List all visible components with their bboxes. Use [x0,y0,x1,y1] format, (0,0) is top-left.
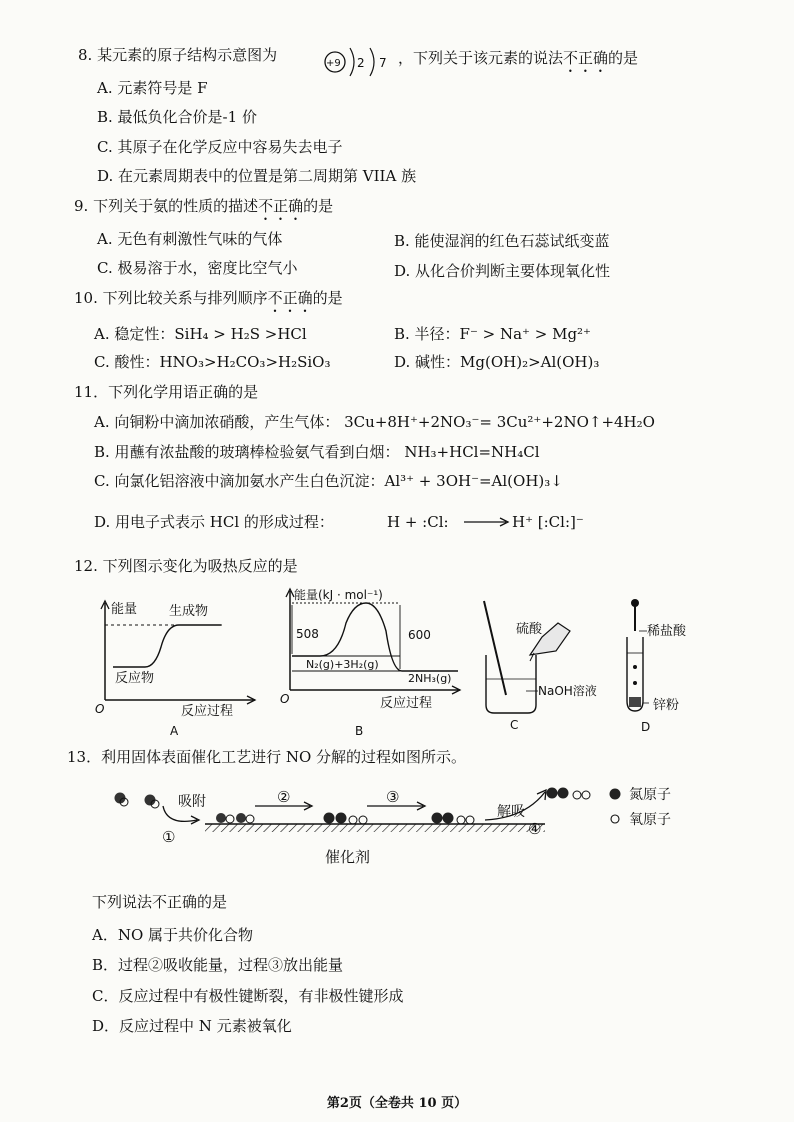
q13-option-a: A．NO 属于共价化合物 [92,926,254,944]
q9-stem-c: 的是 [303,197,334,215]
fig-a-reactant: 反应物 [115,671,155,686]
step-1-label: ① [162,828,176,846]
figure-b-energy-diagram [280,583,470,740]
figure-a-energy-diagram [95,595,265,740]
arrow-icon [462,514,512,530]
q8-emph: 不正确 [563,49,609,67]
fig-b-tag: B [355,724,364,738]
q10-option-c: C. 酸性：HNO₃>H₂CO₃>H₂SiO₃ [94,353,331,371]
fig-b-reactant: N₂(g)+3H₂(g) [306,658,379,671]
fig-a-origin: O [95,702,105,716]
legend-n-icon [610,789,621,800]
q8-stem [78,45,277,65]
fig-b-origin: O [280,692,290,706]
atom-shell2: 7 [379,56,387,70]
q9-stem [74,196,333,224]
fig-d-tag: D [641,720,651,734]
fig-d-acid: 稀盐酸 [647,624,687,639]
q8-stem-d: 的是 [608,49,639,67]
q9-option-b: B. 能使湿润的红色石蕊试纸变蓝 [394,232,610,250]
desorb-label: 解吸 [497,804,525,820]
q10-option-d: D. 碱性：Mg(OH)₂>Al(OH)₃ [394,353,600,371]
fig-a-tag: A [170,724,179,738]
fig-b-xlabel: 反应过程 [380,696,433,711]
fig-a-product: 生成物 [169,604,209,619]
legend-o: 氧原子 [629,812,671,828]
q13-option-b: B．过程②吸收能量，过程③放出能量 [92,956,344,974]
q11-option-b: B. 用蘸有浓盐酸的玻璃棒检验氨气看到白烟： NH₃+HCl=NH₄Cl [94,443,540,461]
q10-stem [74,288,343,316]
step-4-label: ④ [528,820,542,838]
page-footer: 第2页（全卷共 10 页） [326,1096,468,1111]
q13-stem: 13．利用固体表面催化工艺进行 NO 分解的过程如图所示。 [67,748,467,766]
legend-o-icon [611,815,619,823]
q13-option-d: D．反应过程中 N 元素被氧化 [92,1017,292,1035]
fig-d-metal: 锌粉 [653,698,680,713]
fig-b-ylabel: 能量(kJ · mol⁻¹) [294,588,383,602]
figure-d-zinc-hcl [615,597,720,740]
fig-c-tag: C [510,718,519,732]
q11-option-a: A. 向铜粉中滴加浓硝酸，产生气体： 3Cu+8H⁺+2NO₃⁻= 3Cu²⁺+2NO↑+4H₂O [94,413,655,431]
fig-b-product: 2NH₃(g) [408,672,452,685]
atom-nucleus: +9 [326,58,341,69]
fig-b-v2: 600 [408,628,431,642]
q11-option-d: D. 用电子式表示 HCl 的形成过程： [94,513,334,531]
q11-stem: 11．下列化学用语正确的是 [74,383,259,401]
q10-stem-c: 的是 [312,289,343,307]
q10-option-b: B. 半径：F⁻ > Na⁺ > Mg²⁺ [394,325,591,343]
q9-option-c: C. 极易溶于水，密度比空气小 [97,259,298,277]
q8-stem-a: 8. 某元素的原子结构示意图为 [78,46,278,64]
q10-option-a: A. 稳定性：SiH₄ > H₂S >HCl [94,325,307,343]
q8-stem-rest [398,48,638,76]
adsorb-label: 吸附 [178,794,206,810]
no-decomposition-diagram [105,778,725,873]
atom-shell1: 2 [357,56,365,70]
q12-stem: 12. 下列图示变化为吸热反应的是 [74,557,298,575]
legend-n: 氮原子 [629,787,671,803]
q13-option-c: C．反应过程中有极性键断裂，有非极性键形成 [92,987,404,1005]
q9-stem-a: 9. 下列关于氨的性质的描述 [74,197,259,215]
q8-option-d: D. 在元素周期表中的位置是第二周期第 VIIA 族 [97,167,417,185]
atom-structure-diagram [320,40,400,80]
step-2-label: ② [277,788,291,806]
fig-a-xlabel: 反应过程 [181,704,234,719]
fig-b-v1: 508 [296,627,319,641]
q8-option-a: A. 元素符号是 F [97,79,208,97]
q13-sub: 下列说法不正确的是 [92,893,228,911]
q9-option-a: A. 无色有刺激性气味的气体 [97,230,283,248]
q11-option-c: C. 向氯化铝溶液中滴加氨水产生白色沉淀：Al³⁺ + 3OH⁻=Al(OH)₃↓ [94,472,563,490]
fig-a-ylabel: 能量 [111,602,138,617]
step-3-label: ③ [386,788,400,806]
figure-c-neutralization [472,595,612,740]
q10-emph: 不正确 [267,289,313,307]
fig-c-base: NaOH溶液 [538,684,597,698]
q9-emph: 不正确 [258,197,304,215]
q8-option-b: B. 最低负化合价是-1 价 [97,108,257,126]
q8-stem-b: ，下列关于该元素的说法 [398,49,564,67]
q10-stem-a: 10. 下列比较关系与排列顺序 [74,289,268,307]
q8-option-c: C. 其原子在化学反应中容易失去电子 [97,138,343,156]
hcl-electron-formula-left: H + :Cl: [387,513,449,531]
catalyst-label: 催化剂 [325,848,371,866]
fig-c-acid: 硫酸 [516,622,543,637]
hcl-electron-formula-right: H⁺ [:Cl:]⁻ [512,513,584,531]
q9-option-d: D. 从化合价判断主要体现氧化性 [394,262,611,280]
